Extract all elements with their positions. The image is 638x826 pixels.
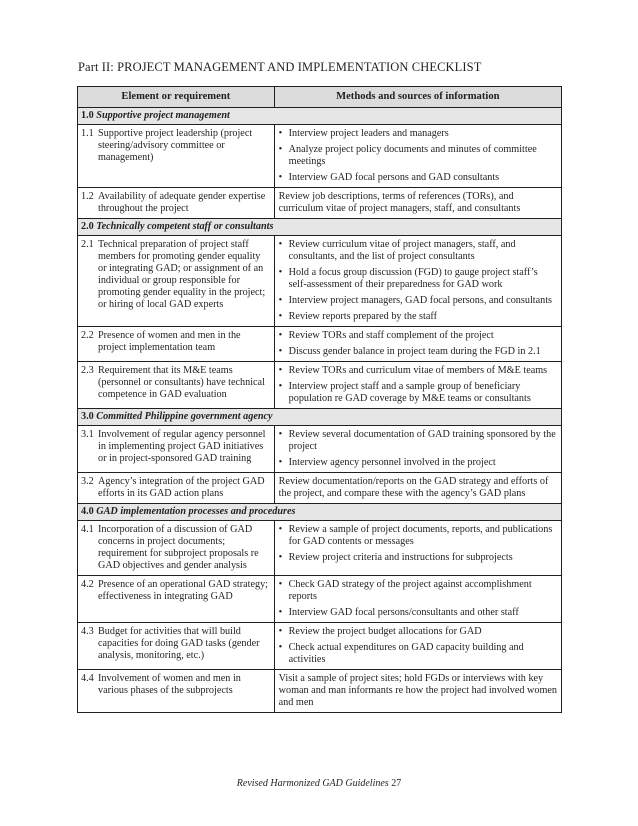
bullet-icon: • (278, 330, 283, 341)
bullet-icon: • (278, 295, 283, 306)
bullet-icon: • (278, 429, 283, 440)
section-number: 2.0 (81, 221, 94, 232)
requirement-text: Requirement that its M&E teams (personnel or consultants) have technical competence in GAD evaluation (98, 365, 265, 400)
method-item (279, 457, 558, 469)
bullet-icon: • (278, 172, 283, 183)
methods-list (279, 524, 558, 564)
bullet-icon: • (278, 311, 283, 322)
requirement-cell (78, 521, 275, 576)
requirement-number: 3.1 (81, 429, 94, 440)
table-row (78, 362, 562, 409)
table-row (78, 670, 562, 713)
requirement-text: Incorporation of a discussion of GAD concerns in project documents; requirement for subproject proposals re GAD objectives and gender analysis (98, 524, 259, 571)
footer-title: Revised Harmonized GAD Guidelines (236, 778, 389, 789)
table-row (78, 188, 562, 219)
method-text: Review curriculum vitae of project managers, staff, and consultants, and the list of project consultants (288, 239, 516, 262)
bullet-icon: • (278, 365, 283, 376)
table-row (78, 125, 562, 188)
methods-cell (274, 362, 561, 409)
requirement-number: 1.2 (81, 191, 94, 202)
section-number: 3.0 (81, 411, 94, 422)
requirement-item (81, 524, 271, 572)
method-paragraph: Review job descriptions, terms of references (TORs), and curriculum vitae of project managers, staff, and consultants (278, 191, 521, 214)
requirement-number: 2.3 (81, 365, 94, 376)
section-row (78, 108, 562, 125)
requirement-cell (78, 188, 275, 219)
requirement-item (81, 476, 271, 500)
bullet-icon: • (278, 128, 283, 139)
method-item (279, 524, 558, 548)
method-text: Review a sample of project documents, reports, and publications for GAD contents or messages (288, 524, 553, 547)
section-header (78, 219, 562, 236)
table-row (78, 576, 562, 623)
methods-list (279, 239, 558, 323)
table-row (78, 327, 562, 362)
requirement-cell (78, 327, 275, 362)
requirement-item (81, 429, 271, 465)
requirement-number: 4.3 (81, 626, 94, 637)
method-item (279, 381, 558, 405)
method-item (279, 552, 558, 564)
requirement-item (81, 626, 271, 662)
page-footer (0, 778, 638, 789)
table-row (78, 521, 562, 576)
method-text: Interview project managers, GAD focal persons, and consultants (288, 295, 553, 306)
requirement-number: 3.2 (81, 476, 94, 487)
requirement-cell (78, 426, 275, 473)
requirement-text: Availability of adequate gender expertise throughout the project (98, 191, 266, 214)
section-header (78, 409, 562, 426)
bullet-icon: • (278, 144, 283, 155)
column-header-element: Element or requirement (78, 87, 275, 108)
requirement-number: 1.1 (81, 128, 94, 139)
section-row (78, 504, 562, 521)
requirement-number: 4.4 (81, 673, 94, 684)
section-header (78, 108, 562, 125)
method-text: Interview GAD focal persons/consultants and other staff (288, 607, 519, 618)
requirement-item (81, 191, 271, 215)
requirement-number: 2.1 (81, 239, 94, 250)
method-item (279, 128, 558, 140)
method-item (279, 365, 558, 377)
method-paragraph: Review documentation/reports on the GAD strategy and efforts of the project, and compare these with the agency’s GAD plans (278, 476, 549, 499)
requirement-item (81, 128, 271, 164)
requirement-text: Technical preparation of project staff members for promoting gender equality or integrating GAD; or assignment of an individual or group responsible for promoting gender equality in the project; or hiring of local GAD experts (98, 239, 266, 310)
methods-list (279, 128, 558, 184)
column-header-methods: Methods and sources of information (274, 87, 561, 108)
requirement-item (81, 579, 271, 603)
section-number: 4.0 (81, 506, 94, 517)
method-text: Check GAD strategy of the project against accomplishment reports (288, 579, 532, 602)
requirement-cell (78, 576, 275, 623)
method-text: Check actual expenditures on GAD capacity building and activities (288, 642, 524, 665)
methods-cell (274, 623, 561, 670)
requirement-cell (78, 473, 275, 504)
methods-cell (274, 188, 561, 219)
requirement-item (81, 239, 271, 311)
section-title: GAD implementation processes and procedures (96, 506, 296, 517)
table-row (78, 426, 562, 473)
method-text: Review reports prepared by the staff (288, 311, 437, 322)
bullet-icon: • (278, 524, 283, 535)
methods-list (279, 429, 558, 469)
bullet-icon: • (278, 607, 283, 618)
table-row (78, 473, 562, 504)
section-title: Supportive project management (96, 110, 230, 121)
methods-cell (274, 327, 561, 362)
checklist-body (78, 108, 562, 713)
requirement-cell (78, 670, 275, 713)
requirement-cell (78, 623, 275, 670)
requirement-text: Supportive project leadership (project steering/advisory committee or management) (98, 128, 253, 163)
requirement-item (81, 365, 271, 401)
method-paragraph: Visit a sample of project sites; hold FGDs or interviews with key woman and man informants re how the project had involved women and men (278, 673, 558, 708)
method-text: Review project criteria and instructions for subprojects (288, 552, 513, 563)
method-item (279, 626, 558, 638)
requirement-cell (78, 362, 275, 409)
requirement-number: 4.2 (81, 579, 94, 590)
bullet-icon: • (278, 346, 283, 357)
methods-cell (274, 670, 561, 713)
method-text: Review TORs and staff complement of the project (288, 330, 494, 341)
page-number: 27 (391, 778, 402, 789)
methods-cell (274, 576, 561, 623)
requirement-text: Presence of an operational GAD strategy; effectiveness in integrating GAD (98, 579, 269, 602)
methods-list (279, 579, 558, 619)
section-row (78, 219, 562, 236)
requirement-cell (78, 125, 275, 188)
method-item (279, 607, 558, 619)
method-text: Review TORs and curriculum vitae of members of M&E teams (288, 365, 548, 376)
bullet-icon: • (278, 381, 283, 392)
method-item (279, 239, 558, 263)
method-item (279, 346, 558, 358)
method-text: Interview GAD focal persons and GAD consultants (288, 172, 500, 183)
method-text: Review several documentation of GAD training sponsored by the project (288, 429, 556, 452)
methods-list (279, 330, 558, 358)
section-header (78, 504, 562, 521)
section-row (78, 409, 562, 426)
requirement-cell (78, 236, 275, 327)
bullet-icon: • (278, 552, 283, 563)
bullet-icon: • (278, 457, 283, 468)
bullet-icon: • (278, 239, 283, 250)
method-item (279, 330, 558, 342)
methods-cell (274, 125, 561, 188)
method-item (279, 429, 558, 453)
section-title: Committed Philippine government agency (96, 411, 273, 422)
method-text: Interview project leaders and managers (288, 128, 449, 139)
table-header-row (78, 87, 562, 108)
checklist-table (77, 86, 562, 713)
requirement-number: 4.1 (81, 524, 94, 535)
method-item (279, 267, 558, 291)
method-item (279, 311, 558, 323)
bullet-icon: • (278, 579, 283, 590)
method-item (279, 579, 558, 603)
method-item (279, 642, 558, 666)
table-row (78, 236, 562, 327)
method-text: Review the project budget allocations for GAD (288, 626, 482, 637)
methods-cell (274, 521, 561, 576)
bullet-icon: • (278, 267, 283, 278)
page-heading: Part II: PROJECT MANAGEMENT AND IMPLEMENTATION CHECKLIST (78, 60, 482, 74)
bullet-icon: • (278, 626, 283, 637)
methods-cell (274, 473, 561, 504)
requirement-text: Agency’s integration of the project GAD efforts in its GAD action plans (98, 476, 265, 499)
requirement-text: Involvement of women and men in various phases of the subprojects (98, 673, 241, 696)
requirement-number: 2.2 (81, 330, 94, 341)
table-row (78, 623, 562, 670)
requirement-text: Budget for activities that will build capacities for doing GAD tasks (gender analysis, monitoring, etc.) (98, 626, 260, 661)
methods-cell (274, 236, 561, 327)
section-title: Technically competent staff or consultants (96, 221, 274, 232)
methods-list (279, 365, 558, 405)
method-item (279, 295, 558, 307)
method-text: Discuss gender balance in project team during the FGD in 2.1 (288, 346, 541, 357)
method-text: Hold a focus group discussion (FGD) to gauge project staff’s self-assessment of their preparedness for GAD work (288, 267, 538, 290)
requirement-item (81, 330, 271, 354)
method-item (279, 172, 558, 184)
methods-cell (274, 426, 561, 473)
requirement-text: Presence of women and men in the project implementation team (98, 330, 241, 353)
method-text: Interview agency personnel involved in the project (288, 457, 496, 468)
methods-list (279, 626, 558, 666)
method-text: Analyze project policy documents and minutes of committee meetings (288, 144, 537, 167)
bullet-icon: • (278, 642, 283, 653)
requirement-text: Involvement of regular agency personnel in implementing project GAD initiatives or in project-sponsored GAD training (98, 429, 266, 464)
section-number: 1.0 (81, 110, 94, 121)
method-item (279, 144, 558, 168)
method-text: Interview project staff and a sample group of beneficiary population re GAD coverage by M&E teams or consultants (288, 381, 531, 404)
requirement-item (81, 673, 271, 697)
